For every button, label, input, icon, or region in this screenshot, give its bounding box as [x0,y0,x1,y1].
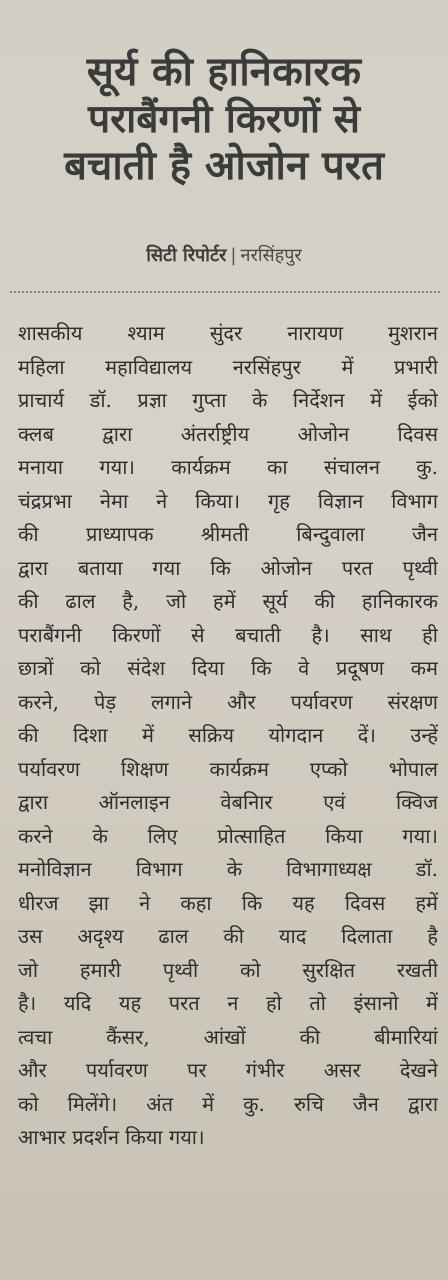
body-line: की ढाल है, जो हमें सूर्य की हानिकारक [18,589,438,613]
body-line: करने, पेड़ लगाने और पर्यावरण संरक्षण [18,689,438,714]
body-line: उस अदृश्य ढाल की याद दिलाता है [18,924,438,948]
body-line: द्वारा बताया गया कि ओजोन परत पृथ्वी [18,555,438,580]
body-line: पर्यावरण शिक्षण कार्यक्रम एप्को भोपाल [18,756,438,781]
body-line: त्वचा कैंसर, आंखों की बीमारियां [18,1024,438,1049]
body-line: शासकीय श्याम सुंदर नारायण मुशरान [18,321,438,345]
body-line: चंद्रप्रभा नेमा ने किया। गृह विज्ञान विभाग [18,488,438,513]
dotted-divider [10,291,440,293]
body-line: छात्रों को संदेश दिया कि वे प्रदूषण कम [18,656,438,680]
body-line: है। यदि यह परत न हो तो इंसानो में [18,991,438,1015]
body-line: महिला महाविद्यालय नरसिंहपुर में प्रभारी [18,354,438,379]
byline-separator: | [230,245,237,266]
body-line: धीरज झा ने कहा कि यह दिवस हमें [18,890,438,915]
body-line: द्वारा ऑनलाइन वेबनिार एवं क्विज [18,790,438,814]
body-line: क्लब द्वारा अंतर्राष्ट्रीय ओजोन दिवस [18,421,438,446]
body-line: की प्राध्यापक श्रीमती बिन्दुवाला जैन [18,522,438,546]
body-line: पराबैंगनी किरणों से बचाती है। साथ ही [18,622,438,647]
article-body [18,317,438,1155]
body-line: को मिलेंगे। अंत में कु. रुचि जैन द्वारा [18,1091,438,1116]
body-line: आभार प्रदर्शन किया गया। [18,1125,205,1149]
headline-line: बचाती है ओजोन परत [64,142,384,189]
body-line: मनाया गया। कार्यक्रम का संचालन कु. [18,455,438,479]
body-line: प्राचार्य डॉ. प्रज्ञा गुप्ता के निर्देशन में ईको [18,388,438,412]
body-line: मनोविज्ञान विभाग के विभागाध्यक्ष डॉ. [18,857,438,881]
body-line: जो हमारी पृथ्वी को सुरक्षित रखती [18,957,438,982]
byline-place: नरसिंहपुर [240,245,302,266]
body-line: और पर्यावरण पर गंभीर असर देखने [18,1058,438,1082]
headline-line: सूर्य की हानिकारक [86,49,362,96]
article-headline [18,51,430,187]
byline [0,243,448,267]
body-line: की दिशा में सक्रिय योगदान दें। उन्हें [18,723,438,747]
byline-reporter: सिटी रिपोर्टर [146,245,227,266]
body-line: करने के लिए प्रोत्साहित किया गया। [18,823,438,848]
headline-line: पराबैंगनी किरणों से [88,96,360,142]
